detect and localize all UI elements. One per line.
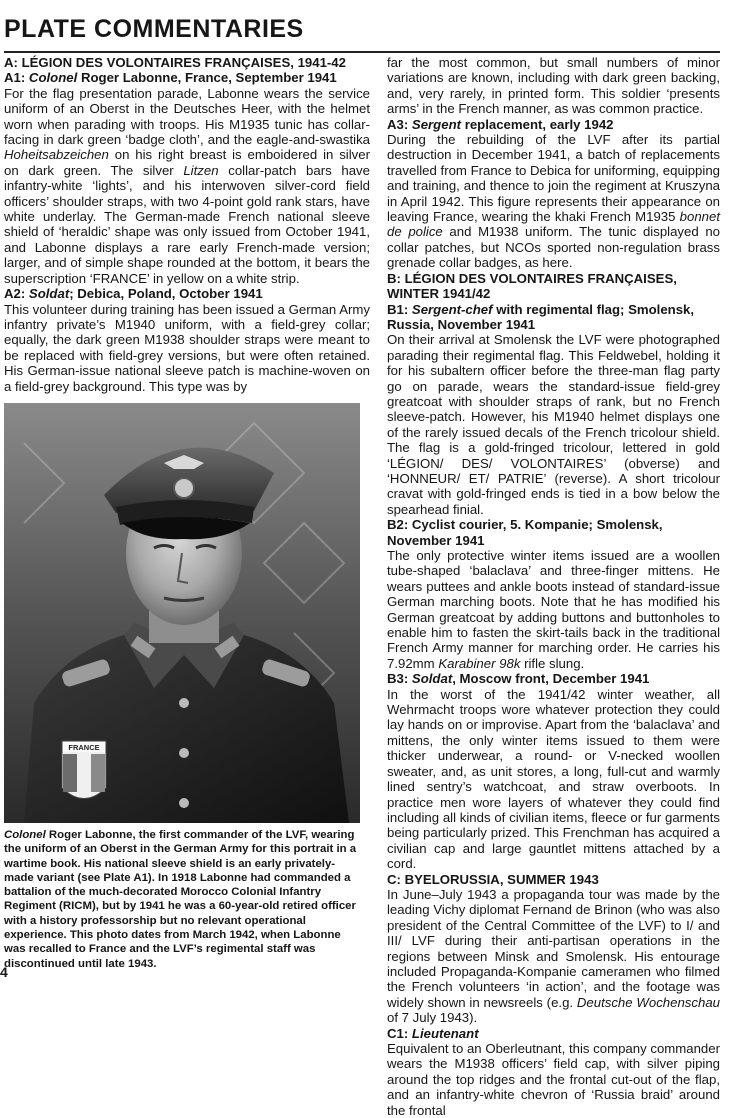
- a2-heading: A2: Soldat; Debica, Poland, October 1941: [4, 286, 263, 302]
- section-a-heading: A: LÉGION DES VOLONTAIRES FRANÇAISES, 1941-42: [4, 55, 346, 70]
- c1-paragraph: Equivalent to an Oberleutnant, this company commander wears the M1938 officers’ field cap, with silver piping around the top ridges and the frontal cut-out of the flap, and an infantry-white chevron of ‘Russia braid’ around the frontal: [387, 1041, 720, 1118]
- svg-text:FRANCE: FRANCE: [68, 743, 100, 752]
- b1-paragraph: On their arrival at Smolensk the LVF were photographed parading their regimental flag. This Feldwebel, holding it for his subaltern officer before the three-man flag party go on parade, wears the standard-issue field-grey greatcoat with shoulder straps of rank, but no French sleeve-patch. However, his M1940 helmet displays one of the rarely issued decals of the French tricolour shield. The flag is a gold-fringed tricolour, lettered in gold ‘LÉGION/ DES/ VOLONTAIRES’ (obverse) and ‘HONNEUR/ ET/ PATRIE’ (reverse). A short tricolour cravat with gold-fringed ends is tied in a bow below the spearhead finial.: [387, 332, 720, 517]
- a1-heading: A1: Colonel Roger Labonne, France, September 1941: [4, 70, 337, 86]
- right-column: [387, 55, 720, 1118]
- title-rule: [4, 51, 720, 53]
- b1-heading: B1: Sergent-chef with regimental flag; Smolensk, Russia, November 1941: [387, 301, 695, 332]
- left-column: [4, 55, 370, 394]
- b2-paragraph: The only protective winter items issued are a woollen tube-shaped ‘balaclava’ and three-finger mittens. He wears puttees and ankle boots instead of standard-issue German marching boots. Note that he has modified his German greatcoat by adding buttons and buttonholes to enable him to fasten the skirt-tails back in the traditional French Army manner for marching order. He carries his 7.92mm Karabiner 98k rifle slung.: [387, 548, 720, 671]
- b2-heading: B2: Cyclist courier, 5. Kompanie; Smolensk, November 1941: [387, 517, 663, 548]
- c-paragraph: In June–July 1943 a propaganda tour was made by the leading Vichy diplomat Fernand de Brinon (who was also president of the Central Committee of the LVF) to I/ and III/ LVF during their anti-partisan operations in the regions between Minsk and Smolensk. His entourage included Propaganda-Kompanie cameramen who filmed the French volunteers ‘in action’, and the footage was widely shown in newsreels (e.g. Deutsche Wochenschau of 7 July 1943).: [387, 886, 720, 1026]
- b3-heading: B3: Soldat, Moscow front, December 1941: [387, 671, 650, 687]
- photo-caption: Colonel Roger Labonne, the first commander of the LVF, wearing the uniform of an Oberst in the German Army for this portrait in a wartime book. His national sleeve shield is an early privately-made variant (see Plate A1). In 1918 Labonne had commanded a battalion of the much-decorated Morocco Colonial Infantry Regiment (RICM), but by 1941 he was a 60-year-old retired officer with a history professorship but no relevant operational experience. This photo dates from March 1942, when Labonne was recalled to France and the LVF’s regimental staff was discontinued until late 1943.: [4, 829, 357, 970]
- a3-heading: A3: Sergent replacement, early 1942: [387, 116, 614, 132]
- a3-paragraph: During the rebuilding of the LVF after its partial destruction in December 1941, a batch of replacements travelled from France to Debica for uniforming, equipping and training, and thence to join the regiment at Kruszyna in April 1942. This figure represents their appearance on leaving France, wearing the khaki French M1935 bonnet de police and M1938 uniform. The tunic displayed no collar patches, but NCOs sported non-regulation brass grenade collar badges, as here.: [387, 132, 720, 271]
- labonne-portrait-photo: [4, 403, 360, 823]
- page-number: 4: [0, 964, 8, 980]
- a2-paragraph: This volunteer during training has been issued a German Army infantry private’s M1940 uniform, with a field-grey collar; equally, the dark green M1938 shoulder straps were meant to be replaced with field-grey versions, but were often retained. His German-issue national sleeve patch is machine-woven on a field-grey background. This type was by: [4, 301, 370, 394]
- a1-paragraph: For the flag presentation parade, Labonne wears the service uniform of an Oberst in the Deutsches Heer, with the helmet worn when parading with troops. His M1935 tunic has collar-facing in dark green ‘badge cloth’, and the eagle-and-swastika Hoheitsabzeichen on his right breast is emboidered in silver on dark green. The silver Litzen collar-patch bars have infantry-white ‘lights’, and his interwoven silver-cord field officers’ shoulder straps, with two 4-point gold rank stars, have white underlay. The German-made French national sleeve shield of ‘heraldic’ shape was only issued from October 1941, and Labonne displays a rare early French-made version; larger, and of simple shape rounded at the bottom, it bears the superscription ‘FRANCE’ in yellow on a white strip.: [4, 85, 370, 286]
- section-c-heading: C: BYELORUSSIA, SUMMER 1943: [387, 871, 599, 887]
- a2-continuation-paragraph: far the most common, but small numbers of minor variations are known, including with dark green backing, and, very rarely, in printed form. This soldier ‘presents arms’ in the French manner, as was common practice.: [387, 55, 720, 117]
- c1-heading: C1: Lieutenant: [387, 1025, 479, 1041]
- france-sleeve-shield-icon: [62, 741, 106, 799]
- portrait-illustration: [4, 403, 360, 823]
- b3-paragraph: In the worst of the 1941/42 winter weather, all Wehrmacht troops wore whatever protection they could lay hands on or improvise. Apart from the ‘balaclava’ and mittens, the only winter items issued to them were thicker underwear, a round- or V-necked woollen sweater, and, as unit stores, a long, full-cut and warmly lined sentry’s watchcoat, and straw overboots. In practice men wore layers of whatever they could find including all kinds of civilian items, fleece or fur garments being particularly prized. This Frenchman has acquired a civilian cap and large gauntlet mittens attached by a cord.: [387, 686, 720, 872]
- page-title: PLATE COMMENTARIES: [4, 15, 304, 43]
- section-b-heading: B: LÉGION DES VOLONTAIRES FRANÇAISES, WINTER 1941/42: [387, 270, 677, 302]
